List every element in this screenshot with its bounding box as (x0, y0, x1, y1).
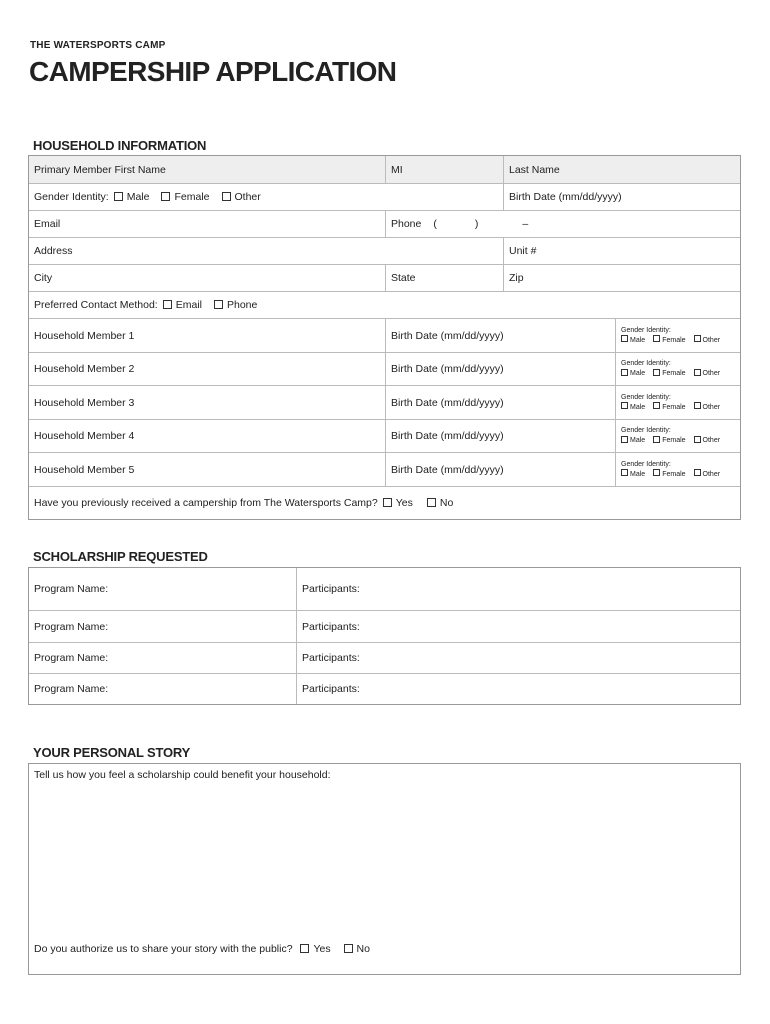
member-male-checkbox[interactable] (621, 436, 628, 443)
member-other-checkbox[interactable] (694, 469, 701, 476)
program-name-label: Program Name: (34, 583, 109, 595)
participants-field[interactable] (296, 568, 740, 610)
member-other-checkbox[interactable] (694, 335, 701, 342)
member-birth-label: Birth Date (mm/dd/yyyy) (391, 396, 504, 409)
member-other-label: Other (702, 470, 721, 478)
page-title: CAMPERSHIP APPLICATION (29, 56, 397, 87)
member-birth-date-field[interactable] (385, 386, 615, 419)
household-member-field[interactable] (29, 319, 385, 352)
city-field[interactable] (29, 265, 385, 291)
gender-label: Gender Identity: (34, 191, 109, 203)
zip-field[interactable] (503, 265, 740, 291)
member-label: Household Member 3 (34, 396, 135, 409)
member-label: Household Member 4 (34, 430, 135, 442)
member-female-checkbox[interactable] (653, 469, 660, 476)
contact-email-checkbox[interactable] (163, 300, 172, 309)
previous-no-checkbox[interactable] (427, 498, 436, 507)
member-gender-cell (615, 353, 740, 385)
household-member-field[interactable] (29, 353, 385, 385)
member-birth-label: Birth Date (mm/dd/yyyy) (391, 430, 504, 442)
previous-no-label: No (439, 497, 454, 509)
mi-label: MI (391, 163, 403, 176)
share-story-row (34, 943, 370, 955)
member-label: Household Member 5 (34, 463, 135, 476)
member-gender-label: Gender Identity: (621, 326, 671, 334)
contact-email-label: Email (175, 299, 202, 311)
share-yes-checkbox[interactable] (300, 944, 309, 953)
city-label: City (34, 272, 53, 284)
state-field[interactable] (385, 265, 503, 291)
birth-date-field[interactable] (503, 184, 740, 210)
zip-label: Zip (509, 272, 524, 284)
contact-phone-label: Phone (227, 299, 258, 311)
member-female-label: Female (662, 403, 686, 411)
member-female-checkbox[interactable] (653, 436, 660, 443)
program-name-label: Program Name: (34, 652, 109, 664)
email-label: Email (34, 218, 61, 230)
member-label: Household Member 2 (34, 363, 135, 375)
member-male-label: Male (630, 437, 646, 444)
unit-field[interactable] (503, 238, 740, 264)
member-birth-date-field[interactable] (385, 420, 615, 452)
member-female-label: Female (662, 470, 686, 478)
story-heading: YOUR PERSONAL STORY (33, 745, 191, 760)
program-name-field[interactable] (29, 611, 296, 642)
contact-phone-checkbox[interactable] (214, 300, 223, 309)
gender-identity-row (29, 184, 503, 210)
member-male-label: Male (630, 336, 646, 344)
member-other-checkbox[interactable] (694, 402, 701, 409)
unit-label: Unit # (509, 245, 537, 257)
member-gender-cell (615, 319, 740, 352)
previous-campership-row (29, 487, 740, 519)
member-other-label: Other (702, 403, 721, 411)
household-table (28, 155, 741, 520)
member-gender-cell (615, 420, 740, 452)
member-gender-cell (615, 453, 740, 486)
program-name-label: Program Name: (34, 683, 109, 695)
member-other-checkbox[interactable] (694, 436, 701, 443)
first-name-label: Primary Member First Name (34, 163, 166, 176)
participants-label: Participants: (302, 683, 360, 695)
address-label: Address (34, 245, 73, 257)
last-name-label: Last Name (509, 163, 560, 176)
member-female-label: Female (662, 370, 686, 377)
mi-field[interactable] (385, 156, 503, 183)
participants-label: Participants: (302, 652, 360, 664)
phone-field[interactable] (385, 211, 740, 237)
member-birth-date-field[interactable] (385, 453, 615, 486)
participants-label: Participants: (302, 583, 360, 595)
member-gender-label: Gender Identity: (621, 393, 671, 401)
member-gender-label: Gender Identity: (621, 460, 671, 468)
last-name-field[interactable] (503, 156, 740, 183)
address-field[interactable] (29, 238, 503, 264)
member-male-checkbox[interactable] (621, 469, 628, 476)
story-prompt: Tell us how you feel a scholarship could benefit your household: (34, 769, 331, 781)
share-no-checkbox[interactable] (344, 944, 353, 953)
previous-yes-label: Yes (395, 497, 413, 509)
member-male-checkbox[interactable] (621, 402, 628, 409)
participants-label: Participants: (302, 620, 360, 633)
share-story-question: Do you authorize us to share your story with the public? (34, 943, 293, 955)
member-female-checkbox[interactable] (653, 369, 660, 376)
member-other-label: Other (702, 336, 721, 344)
member-other-checkbox[interactable] (694, 369, 701, 376)
member-birth-date-field[interactable] (385, 353, 615, 385)
participants-field[interactable] (296, 643, 740, 673)
participants-field[interactable] (296, 611, 740, 642)
gender-female-label: Female (174, 191, 210, 203)
phone-paren-close: ) (474, 218, 479, 230)
phone-paren-open: ( (433, 218, 437, 230)
member-label: Household Member 1 (34, 329, 135, 342)
member-male-checkbox[interactable] (621, 335, 628, 342)
story-box[interactable] (28, 763, 741, 975)
scholarship-heading: SCHOLARSHIP REQUESTED (33, 549, 208, 564)
gender-male-checkbox[interactable] (114, 192, 123, 201)
member-male-label: Male (630, 370, 646, 377)
previous-yes-checkbox[interactable] (383, 498, 392, 507)
gender-other-checkbox[interactable] (222, 192, 231, 201)
member-gender-label: Gender Identity: (621, 360, 671, 367)
member-birth-label: Birth Date (mm/dd/yyyy) (391, 329, 504, 342)
program-name-field[interactable] (29, 568, 296, 610)
household-member-field[interactable] (29, 453, 385, 486)
member-female-label: Female (662, 437, 686, 444)
phone-dash: – (522, 218, 529, 230)
share-yes-label: Yes (313, 943, 331, 955)
contact-method-label: Preferred Contact Method: (34, 299, 158, 311)
household-member-field[interactable] (29, 386, 385, 419)
member-birth-label: Birth Date (mm/dd/yyyy) (391, 363, 504, 375)
previous-campership-question: Have you previously received a campership from The Watersports Camp? (34, 497, 378, 509)
member-birth-date-field[interactable] (385, 319, 615, 352)
member-male-label: Male (630, 403, 646, 411)
member-female-checkbox[interactable] (653, 402, 660, 409)
gender-female-checkbox[interactable] (161, 192, 170, 201)
organization-name: THE WATERSPORTS CAMP (30, 40, 166, 51)
program-name-field[interactable] (29, 643, 296, 673)
contact-method-row (29, 292, 740, 318)
participants-field[interactable] (296, 674, 740, 704)
member-other-label: Other (702, 370, 721, 377)
program-name-label: Program Name: (34, 620, 109, 633)
gender-male-label: Male (126, 191, 150, 203)
first-name-field[interactable] (29, 156, 385, 183)
household-heading: HOUSEHOLD INFORMATION (33, 138, 207, 153)
member-female-checkbox[interactable] (653, 335, 660, 342)
program-name-field[interactable] (29, 674, 296, 704)
share-no-label: No (356, 943, 370, 955)
email-field[interactable] (29, 211, 385, 237)
member-female-label: Female (662, 336, 686, 344)
scholarship-table (28, 567, 741, 705)
member-gender-label: Gender Identity: (621, 427, 671, 434)
member-birth-label: Birth Date (mm/dd/yyyy) (391, 463, 504, 476)
phone-label: Phone (391, 218, 422, 230)
state-label: State (391, 272, 416, 284)
member-other-label: Other (702, 437, 721, 444)
gender-other-label: Other (234, 191, 261, 203)
member-male-checkbox[interactable] (621, 369, 628, 376)
member-male-label: Male (630, 470, 646, 478)
member-gender-cell (615, 386, 740, 419)
birth-date-label: Birth Date (mm/dd/yyyy) (509, 191, 622, 203)
household-member-field[interactable] (29, 420, 385, 452)
